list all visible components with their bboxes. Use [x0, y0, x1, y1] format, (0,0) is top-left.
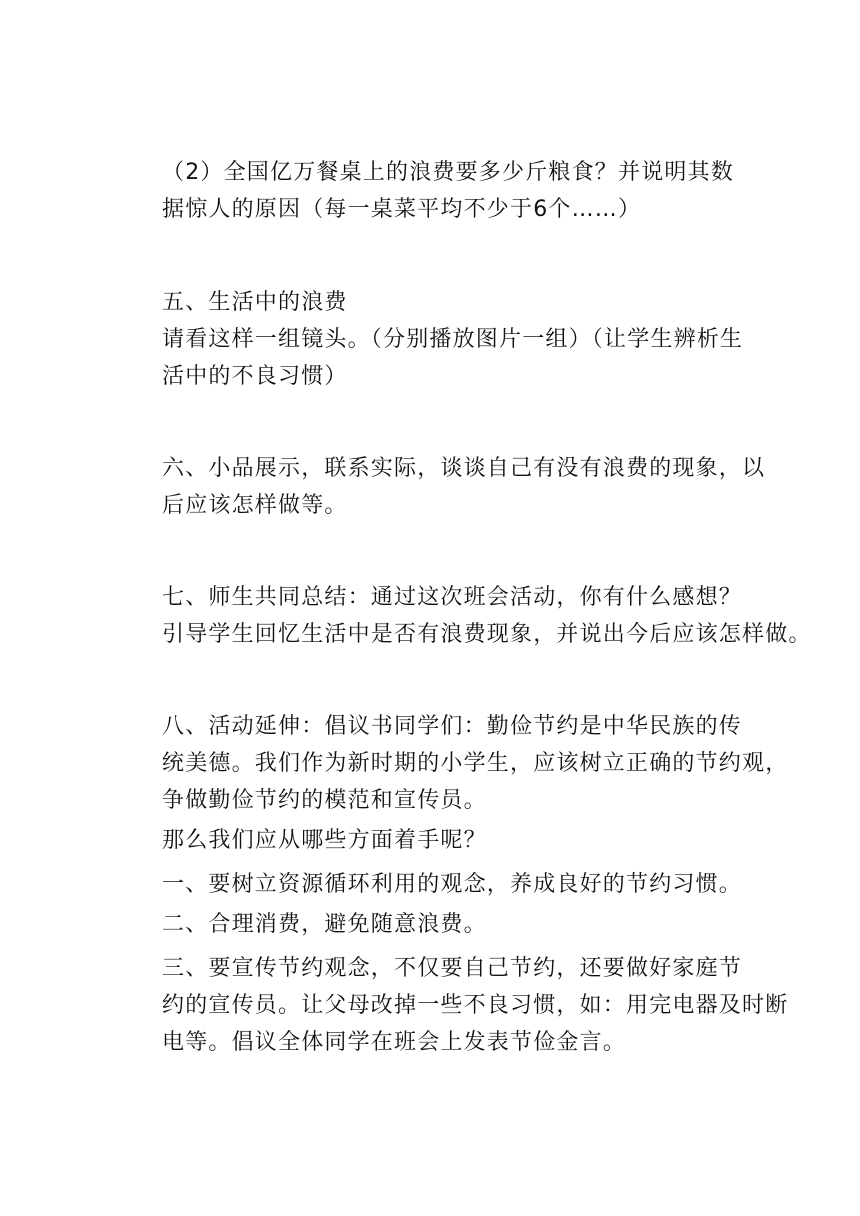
- paragraph-point-2: [116, 906, 748, 943]
- text-line: 二、合理消费，避免随意浪费。: [162, 912, 487, 937]
- heading-section-5: [116, 284, 748, 321]
- paragraph-section-7: [116, 579, 812, 653]
- text-line: 五、生活中的浪费: [162, 290, 348, 315]
- paragraph-point-3: [116, 950, 789, 1061]
- text-line: 那么我们应从哪些方面着手呢？: [162, 828, 487, 853]
- text-line: 后应该怎样做等。: [162, 493, 348, 518]
- paragraph-section-8: [116, 708, 789, 819]
- text-line: 三、要宣传节约观念，不仅要自己节约，还要做好家庭节: [162, 956, 743, 981]
- text-line: 约的宣传员。让父母改掉一些不良习惯，如：用完电器及时断: [162, 993, 789, 1018]
- text-line: 争做勤俭节约的模范和宣传员。: [162, 788, 487, 813]
- text-line: 七、师生共同总结：通过这次班会活动，你有什么感想？: [162, 585, 743, 610]
- text-line: 请看这样一组镜头。（分别播放图片一组）（让学生辨析生: [162, 327, 744, 352]
- paragraph-question-2: [116, 154, 748, 228]
- text-line: 引导学生回忆生活中是否有浪费现象，并说出今后应该怎样做。: [162, 622, 812, 647]
- paragraph-question: [116, 822, 748, 859]
- text-line: 六、小品展示，联系实际，谈谈自己有没有浪费的现象，以: [162, 456, 766, 481]
- text-line: 八、活动延伸：倡议书同学们：勤俭节约是中华民族的传: [162, 714, 743, 739]
- text-line: 据惊人的原因（每一桌菜平均不少于6个……）: [162, 197, 642, 222]
- text-line: （2）全国亿万餐桌上的浪费要多少斤粮食？并说明其数: [162, 160, 734, 185]
- paragraph-point-1: [116, 866, 748, 903]
- text-line: 活中的不良习惯）: [162, 364, 348, 389]
- paragraph-section-5: [116, 321, 748, 395]
- text-line: 一、要树立资源循环利用的观念，养成良好的节约习惯。: [162, 872, 743, 897]
- paragraph-section-6: [116, 450, 766, 524]
- text-line: 电等。倡议全体同学在班会上发表节俭金言。: [162, 1030, 627, 1055]
- text-line: 统美德。我们作为新时期的小学生，应该树立正确的节约观，: [162, 751, 789, 776]
